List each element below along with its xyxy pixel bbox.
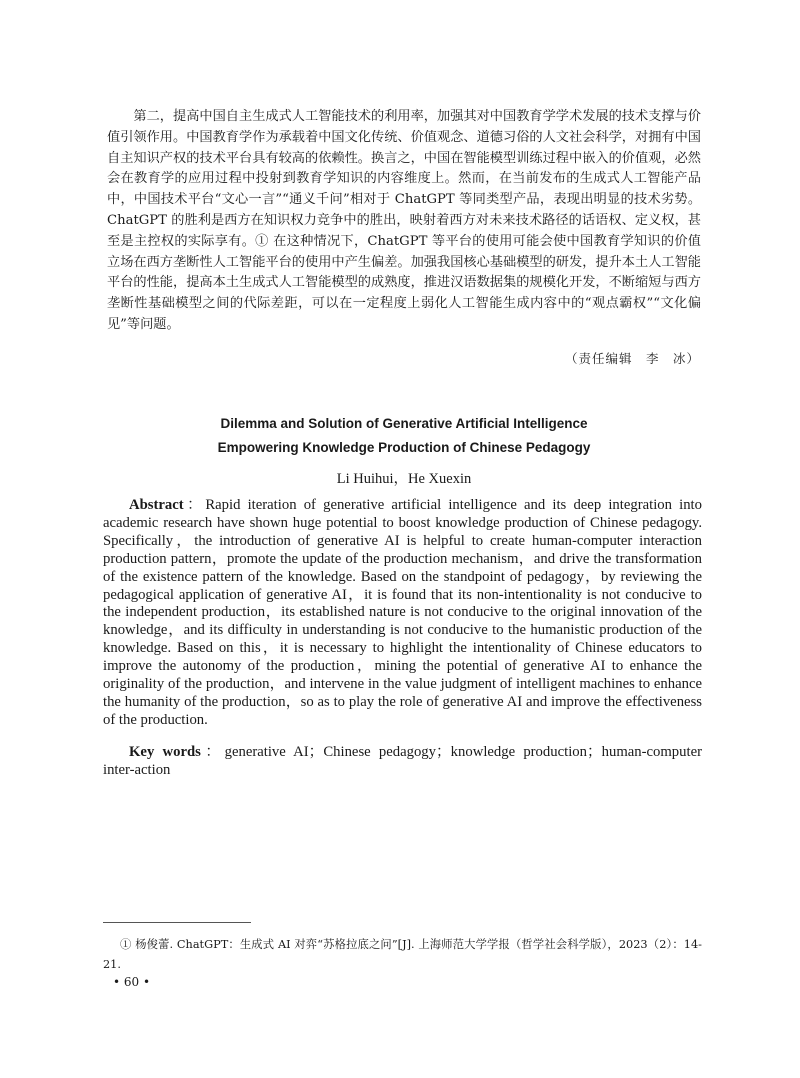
abstract-text: Rapid iteration of generative artificial intelligence and its deep integration into academic research have shown huge potential to boost knowledge production of Chinese pedagogy. Specifically，the introduction of generative AI is helpful to create human-computer interaction production pattern，promote the update of the production mechanism，and drive the transformation of the existence pattern of the knowledge. Based on the standpoint of pedagogy，by reviewing the pedagogical application of generative AI，it is found that its non-intentionality is not conducive to the independent production，its established nature is not conducive to the original innovation of the knowledge，and its difficulty in understanding is not conducive to the humanistic production of the knowledge. Based on this，it is necessary to highlight the intentionality of Chinese educators to improve the autonomy of the production，mining the potential of generative AI to enhance the originality of the production，and intervene in the value judgment of intelligent machines to enhance the humanity of the production，so as to play the role of generative AI and improve the effectiveness of the production. <box>103 497 702 728</box>
abstract <box>103 497 702 730</box>
abstract-label: Abstract <box>129 497 184 513</box>
english-title-line2: Empowering Knowledge Production of Chinese Pedagogy <box>217 440 591 455</box>
keywords <box>103 744 702 780</box>
keywords-label: Key words <box>129 744 201 760</box>
footnote: ① 杨俊蕾. ChatGPT：生成式 AI 对弈“苏格拉底之问”[J]. 上海师范大学学报（哲学社会科学版），2023（2）：14-21. <box>103 938 702 971</box>
footnote-divider <box>103 922 251 923</box>
keywords-text: generative AI；Chinese pedagogy；knowledge production；human-computer inter-action <box>103 744 702 778</box>
editor-note: （责任编辑 李 冰） <box>564 351 700 366</box>
body-paragraph: 第二，提高中国自主生成式人工智能技术的利用率，加强其对中国教育学学术发展的技术支撑与价值引领作用。中国教育学作为承载着中国文化传统、价值观念、道德习俗的人文社会科学，对拥有中国自主知识产权的技术平台具有较高的依赖性。换言之，中国在智能模型训练过程中嵌入的价值观，必然会在教育学的应用过程中投射到教育学知识的内容维度上。然而，在当前发布的生成式人工智能产品中，中国技术平台“文心一言”“通义千问”相对于 ChatGPT 等同类型产品，表现出明显的技术劣势。ChatGPT 的胜利是西方在知识权力竞争中的胜出，映射着西方对未来技术路径的话语权、定义权，甚至是主控权的实际享有。① 在这种情况下，ChatGPT 等平台的使用可能会使中国教育学知识的价值立场在西方垄断性人工智能平台的使用中产生偏差。加强我国核心基础模型的研发，提升本土人工智能平台的性能，提高本土生成式人工智能模型的成熟度，推进汉语数据集的规模化开发，不断缩短与西方垄断性基础模型之间的代际差距，可以在一定程度上弱化人工智能生成内容中的“观点霸权”“文化偏见”等问题。 <box>107 109 701 332</box>
english-title-line1: Dilemma and Solution of Generative Artificial Intelligence <box>220 416 588 431</box>
page-number: • 60 • <box>113 975 151 989</box>
keywords-separator: ： <box>200 744 225 760</box>
abstract-separator: ： <box>183 497 206 513</box>
authors: Li Huihui，He Xuexin <box>336 471 472 487</box>
